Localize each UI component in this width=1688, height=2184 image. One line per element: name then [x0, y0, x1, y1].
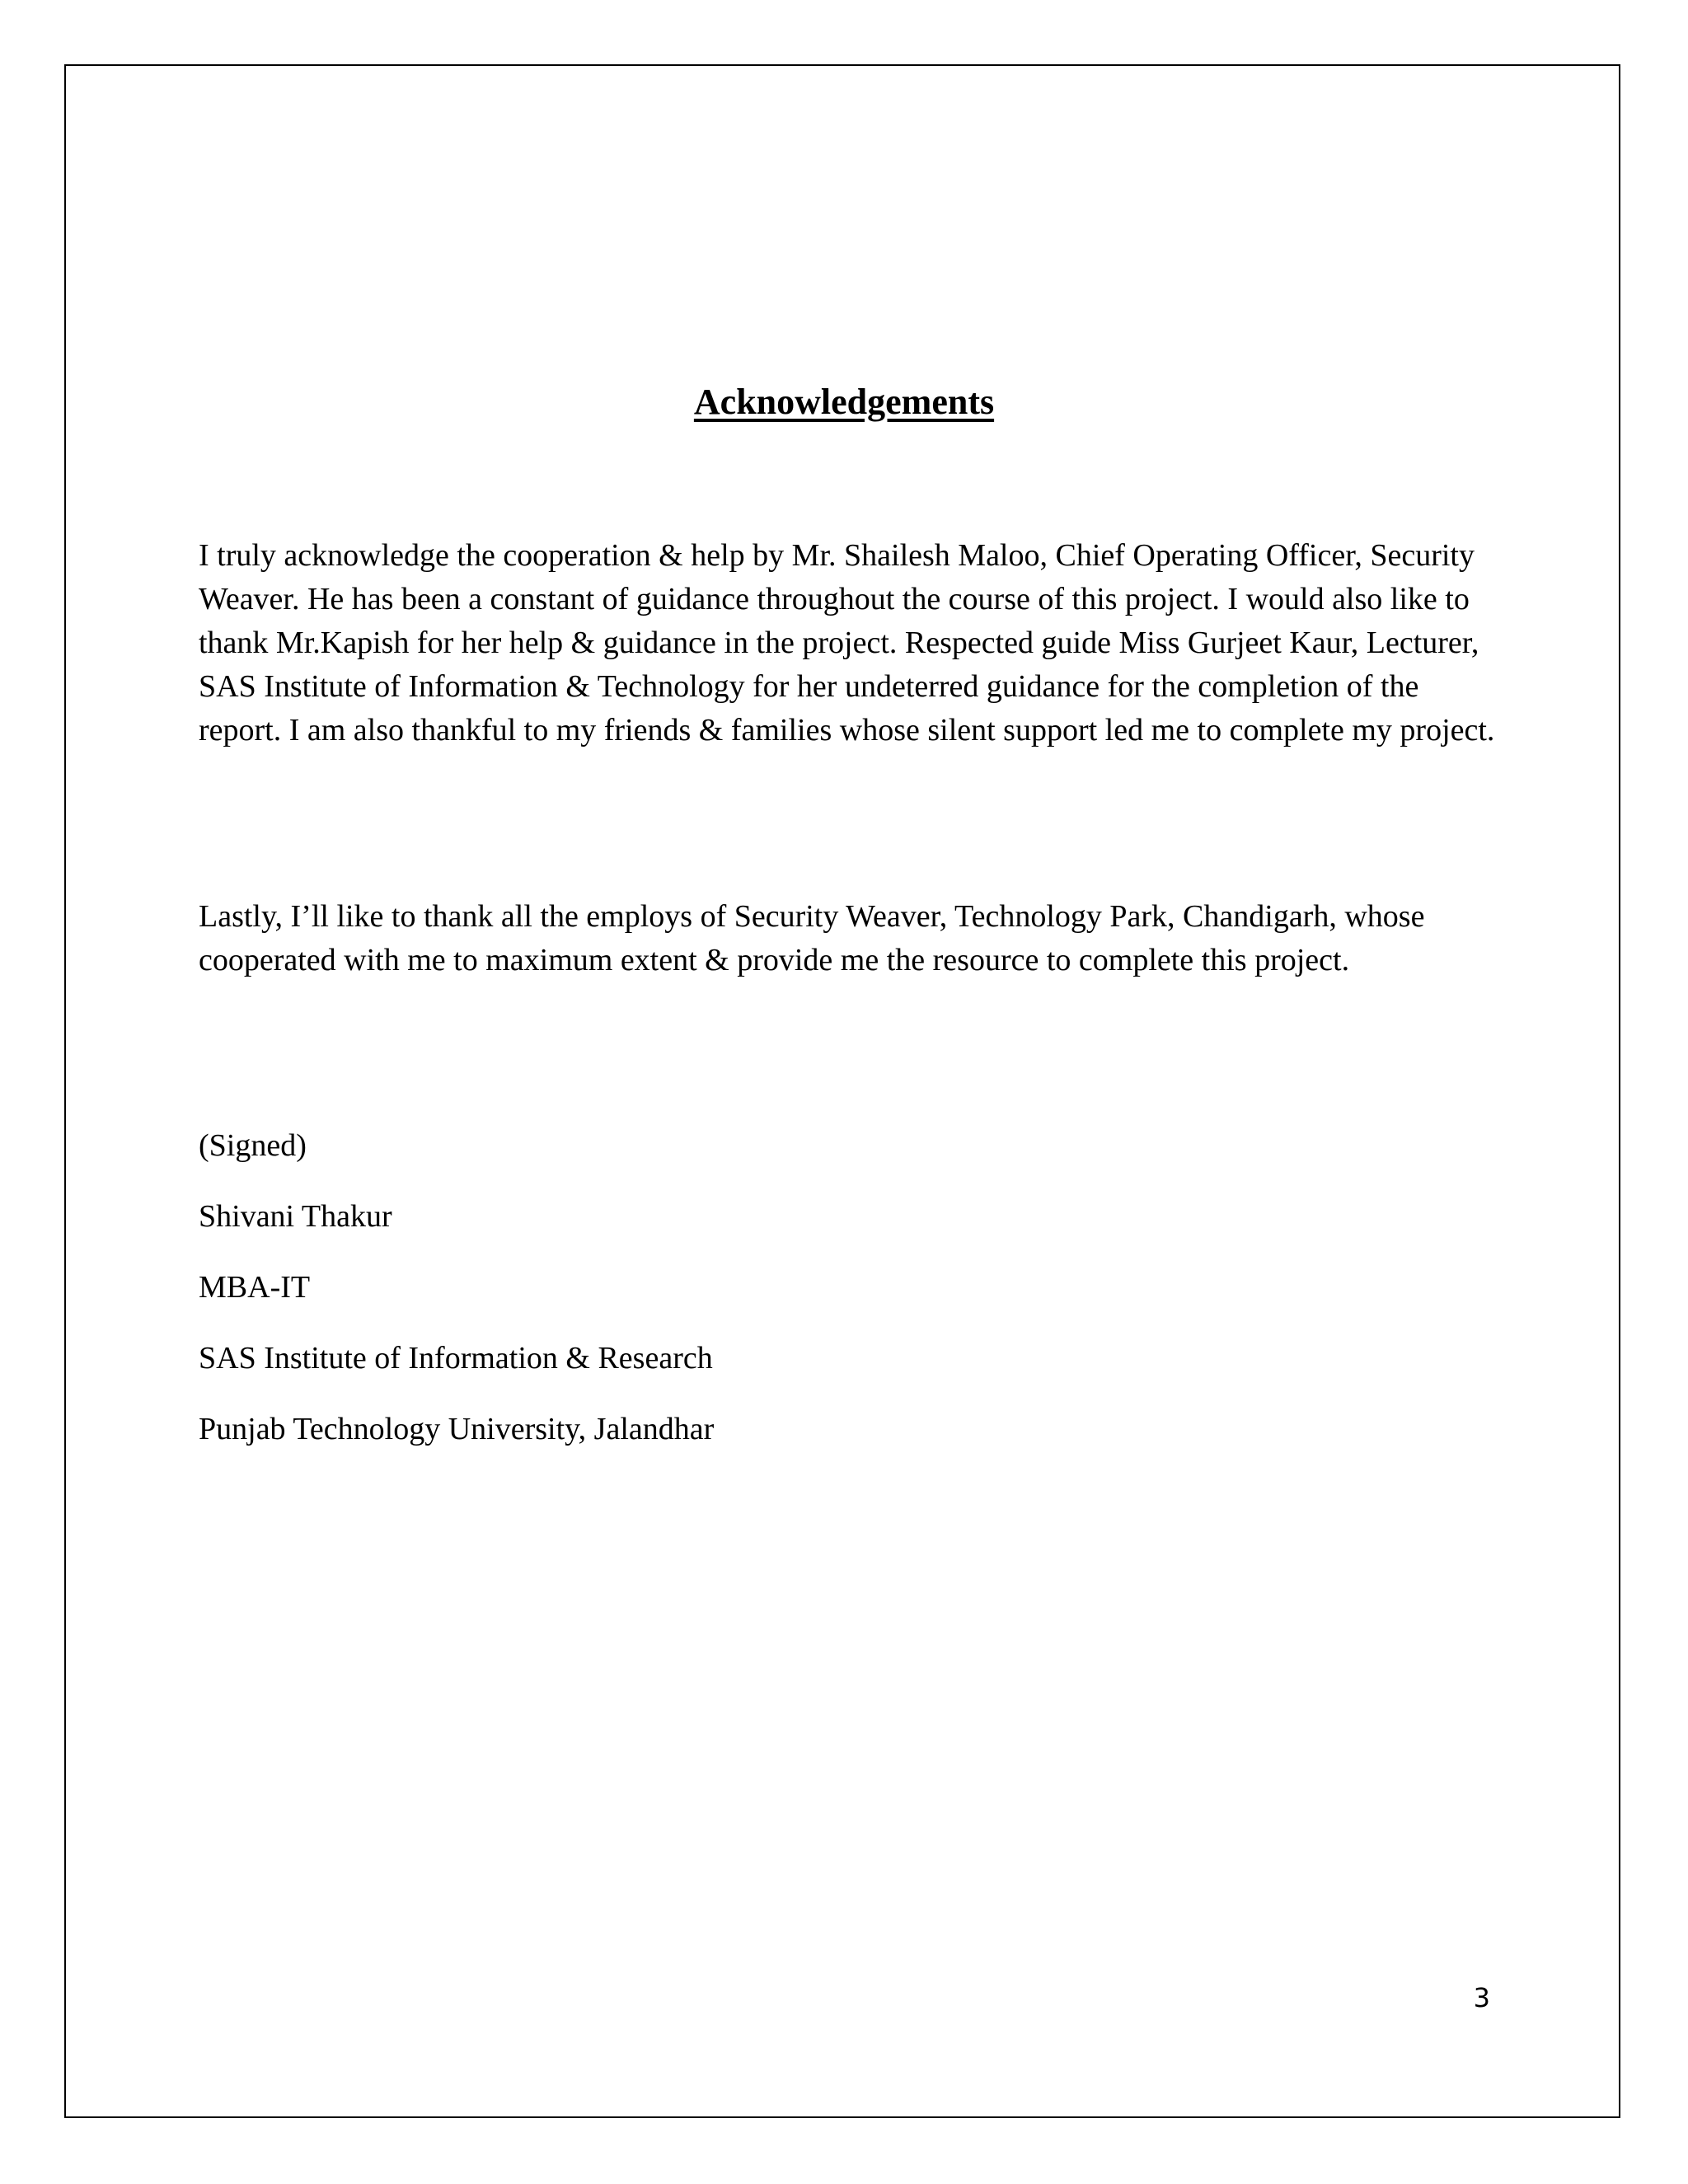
author-institute: SAS Institute of Information & Research [199, 1341, 713, 1376]
acknowledgement-paragraph-2: Lastly, I’ll like to thank all the employs of Security Weaver, Technology Park, Chandigarh, whose cooperated with me to maximum extent & provide me the resource to complete this project. [199, 899, 1425, 977]
page-title: Acknowledgements [693, 382, 995, 422]
page-border [64, 64, 1620, 2118]
signature-block [199, 1122, 714, 1477]
page-number: 3 [1473, 1982, 1490, 2013]
author-name: Shivani Thakur [199, 1199, 392, 1234]
author-program: MBA-IT [199, 1270, 311, 1305]
acknowledgement-paragraph-1: I truly acknowledge the cooperation & help by Mr. Shailesh Maloo, Chief Operating Officer, Security Weaver. He has been a constant of guidance throughout the course of this project. I would also like to thank Mr.Kapish for her help & guidance in the project. Respected guide Miss Gurjeet Kaur, Lecturer, SAS Institute of Information & Technology for her undeterred guidance for the completion of the report. I am also thankful to my friends & families whose silent support led me to complete my project. [199, 538, 1495, 748]
author-university: Punjab Technology University, Jalandhar [199, 1412, 715, 1446]
signed-label: (Signed) [199, 1128, 307, 1163]
